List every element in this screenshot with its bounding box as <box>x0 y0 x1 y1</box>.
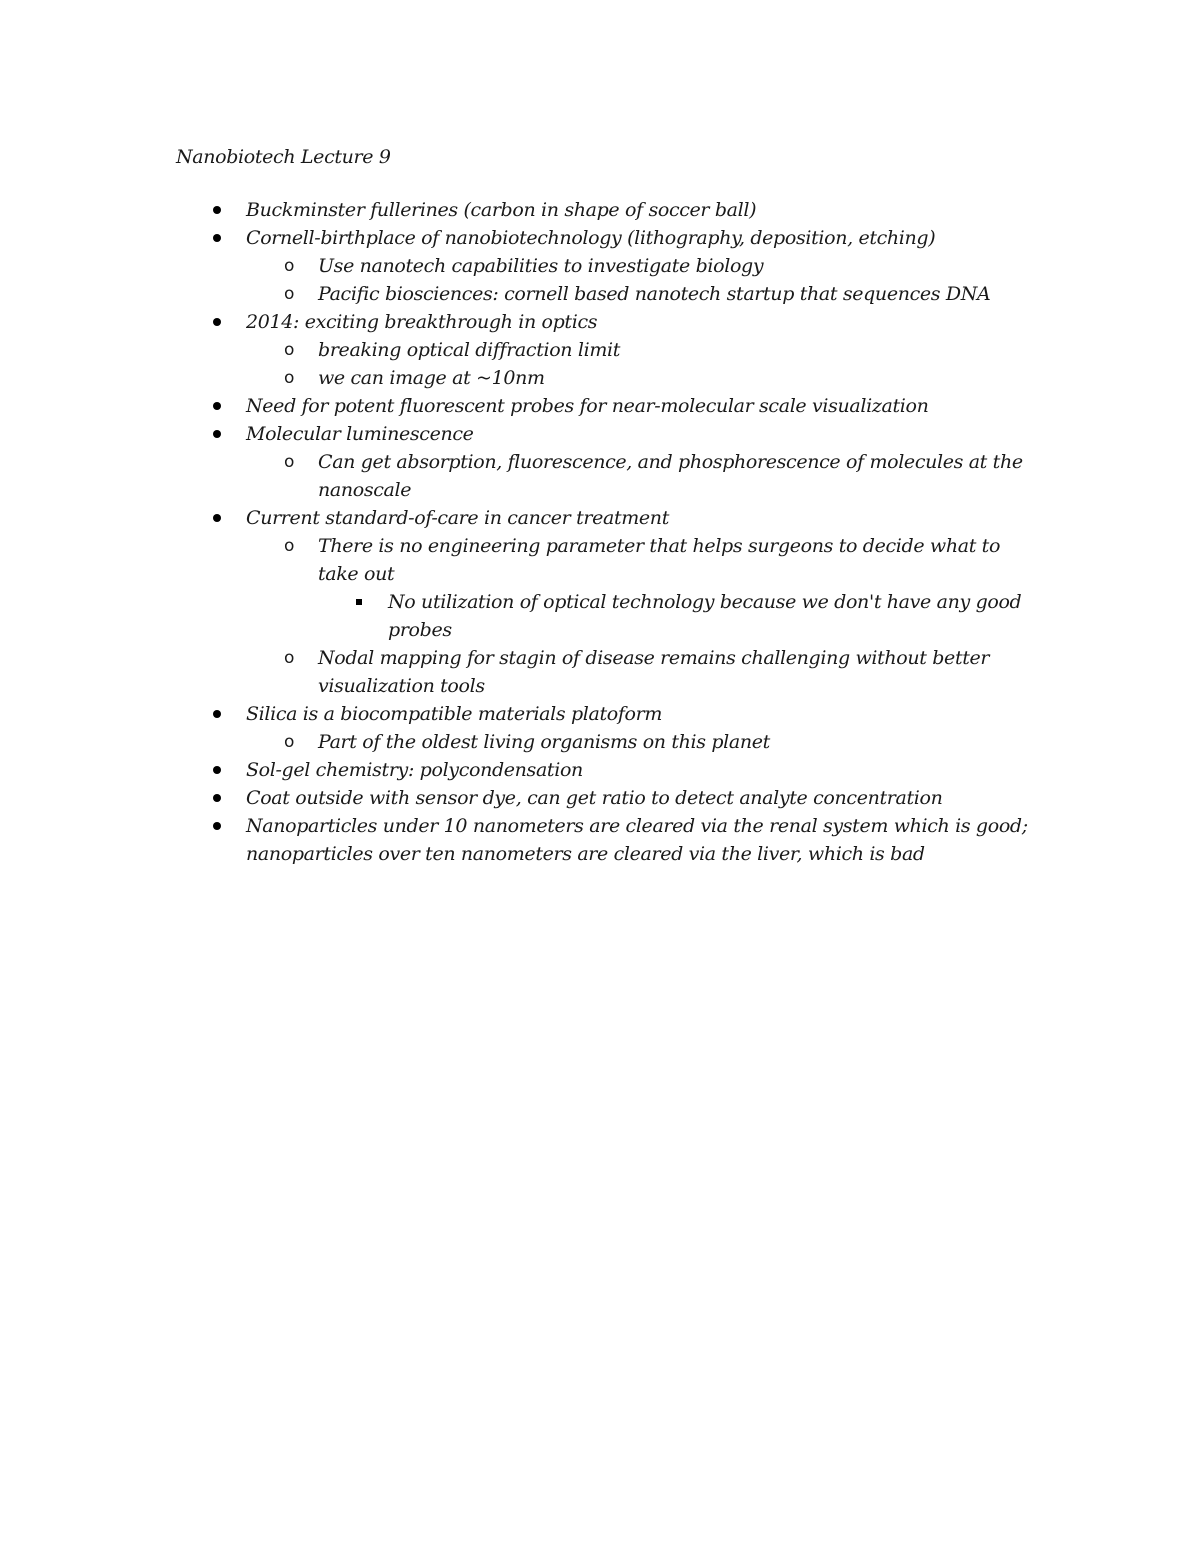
list-item <box>0 308 1040 392</box>
sub-list-item <box>0 280 1040 308</box>
sub-sub-list <box>318 588 1040 644</box>
bullet-disc-icon <box>213 766 221 774</box>
sub-list-item-text: Pacific biosciences: cornell based nanotech startup that sequences DNA <box>318 283 991 305</box>
list-item <box>0 504 1040 700</box>
list-item <box>0 196 1040 224</box>
sub-list-item-text: Nodal mapping for stagin of disease remains challenging without better visualization tools <box>318 647 990 697</box>
list-item-text: 2014: exciting breakthrough in optics <box>246 311 598 333</box>
sub-sub-list-item-text: No utilization of optical technology because we don't have any good probes <box>388 591 1022 641</box>
sub-list <box>246 728 1040 756</box>
list-item-text: Molecular luminescence <box>246 423 474 445</box>
list-item <box>0 756 1040 784</box>
sub-list-item-text: Part of the oldest living organisms on this planet <box>318 731 770 753</box>
bullet-disc-icon <box>213 710 221 718</box>
sub-list-item-text: Use nanotech capabilities to investigate biology <box>318 255 764 277</box>
sub-list-item-text: we can image at ~10nm <box>318 367 545 389</box>
sub-list <box>246 336 1040 392</box>
sub-list-item <box>0 252 1040 280</box>
list-item-text: Nanoparticles under 10 nanometers are cleared via the renal system which is good; nanoparticles over ten nanometers are cleared via the liver, which is bad <box>246 815 1028 865</box>
list-item <box>0 224 1040 308</box>
sub-list-item <box>0 644 1040 700</box>
bullet-square-icon <box>356 599 362 605</box>
sub-sub-list-item <box>0 588 1040 644</box>
list-item <box>0 420 1040 504</box>
sub-list <box>246 532 1040 700</box>
list-item <box>0 784 1040 812</box>
sub-list-item <box>0 336 1040 364</box>
sub-list-item-text: Can get absorption, fluorescence, and phosphorescence of molecules at the nanoscale <box>318 451 1023 501</box>
notes-list <box>0 196 1040 868</box>
bullet-disc-icon <box>213 794 221 802</box>
list-item-text: Coat outside with sensor dye, can get ratio to detect analyte concentration <box>246 787 943 809</box>
list-item-text: Silica is a biocompatible materials platoform <box>246 703 663 725</box>
bullet-circle-icon: o <box>284 732 295 752</box>
list-item-text: Sol-gel chemistry: polycondensation <box>246 759 583 781</box>
list-item <box>0 812 1040 868</box>
bullet-disc-icon <box>213 430 221 438</box>
bullet-circle-icon: o <box>284 536 295 556</box>
list-item-text: Need for potent fluorescent probes for near-molecular scale visualization <box>246 395 929 417</box>
document-title: Nanobiotech Lecture 9 <box>176 146 391 168</box>
list-item-text: Buckminster fullerines (carbon in shape of soccer ball) <box>246 199 757 221</box>
list-item <box>0 392 1040 420</box>
bullet-circle-icon: o <box>284 284 295 304</box>
sub-list-item-text: There is no engineering parameter that helps surgeons to decide what to take out <box>318 535 1001 585</box>
list-item <box>0 700 1040 756</box>
bullet-circle-icon: o <box>284 368 295 388</box>
bullet-disc-icon <box>213 206 221 214</box>
bullet-circle-icon: o <box>284 256 295 276</box>
sub-list-item <box>0 448 1040 504</box>
bullet-disc-icon <box>213 514 221 522</box>
bullet-circle-icon: o <box>284 340 295 360</box>
bullet-disc-icon <box>213 318 221 326</box>
sub-list <box>246 448 1040 504</box>
sub-list-item <box>0 728 1040 756</box>
list-item-text: Current standard-of-care in cancer treatment <box>246 507 669 529</box>
list-item-text: Cornell-birthplace of nanobiotechnology (lithography, deposition, etching) <box>246 227 936 249</box>
sub-list <box>246 252 1040 308</box>
bullet-disc-icon <box>213 402 221 410</box>
bullet-circle-icon: o <box>284 648 295 668</box>
sub-list-item <box>0 532 1040 644</box>
sub-list-item-text: breaking optical diffraction limit <box>318 339 621 361</box>
bullet-circle-icon: o <box>284 452 295 472</box>
sub-list-item <box>0 364 1040 392</box>
bullet-disc-icon <box>213 822 221 830</box>
bullet-disc-icon <box>213 234 221 242</box>
